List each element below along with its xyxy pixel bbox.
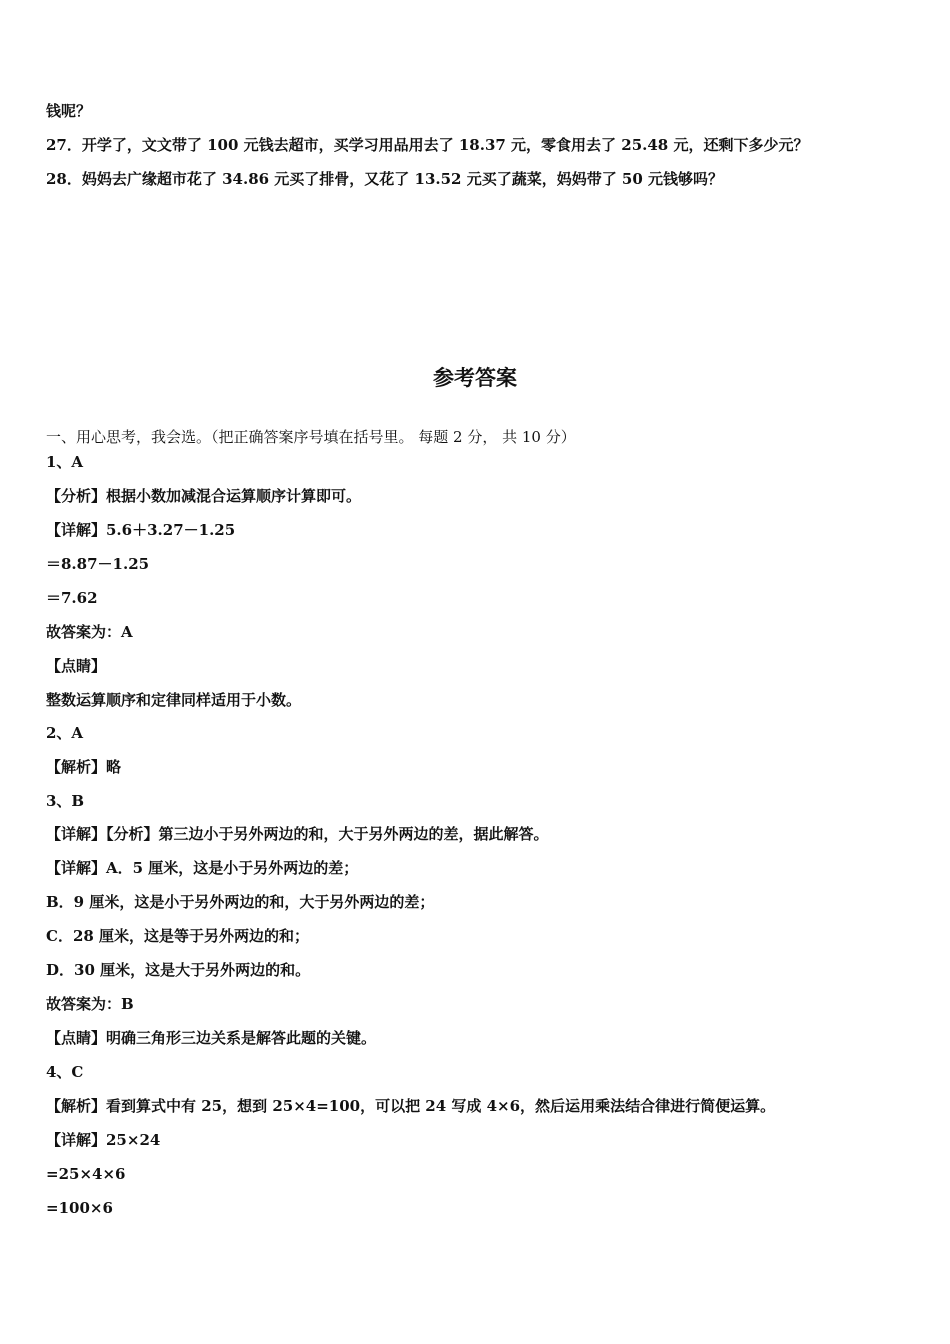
answer-line: =25×4×6 <box>46 1165 126 1183</box>
answers-title: 参考答案 <box>433 366 517 390</box>
answer-line: 1、A <box>46 453 84 471</box>
answer-line: ＝8.87－1.25 <box>46 555 150 573</box>
answer-line: 2、A <box>46 724 84 742</box>
answer-line: C．28 厘米，这是等于另外两边的和； <box>46 927 310 945</box>
question-26-continuation: 钱呢？ <box>46 102 92 120</box>
answer-line: D．30 厘米，这是大于另外两边的和。 <box>46 961 311 979</box>
answer-line: 【解析】看到算式中有 25，想到 25×4=100，可以把 24 写成 4×6，然后运用乘法结合律进行简便运算。 <box>46 1097 776 1115</box>
question-28: 28．妈妈去广缘超市花了 34.86 元买了排骨，又花了 13.52 元买了蔬菜，妈妈带了 50 元钱够吗？ <box>46 170 724 188</box>
answer-line: 【详解】25×24 <box>46 1131 161 1149</box>
answer-line: 故答案为：B <box>46 995 134 1013</box>
section-heading: 一、用心思考，我会选。（把正确答案序号填在括号里。 每题 2 分， 共 10 分） <box>46 428 576 446</box>
answer-line: 【点睛】明确三角形三边关系是解答此题的关键。 <box>46 1029 377 1047</box>
answer-line: 故答案为：A <box>46 623 133 641</box>
answer-line: 【解析】略 <box>46 758 122 776</box>
question-27: 27．开学了，文文带了 100 元钱去超市，买学习用品用去了 18.37 元，零食用去了 25.48 元，还剩下多少元？ <box>46 136 809 154</box>
answer-line: 整数运算顺序和定律同样适用于小数。 <box>46 691 302 709</box>
answer-line: 【详解】5.6＋3.27－1.25 <box>46 521 236 539</box>
answer-line: 4、C <box>46 1063 84 1081</box>
answer-line: ＝7.62 <box>46 589 98 607</box>
answer-line: =100×6 <box>46 1199 113 1217</box>
answer-line: 【详解】【分析】第三边小于另外两边的和，大于另外两边的差，据此解答。 <box>46 825 549 843</box>
answer-line: B．9 厘米，这是小于另外两边的和，大于另外两边的差； <box>46 893 435 911</box>
answer-line: 【详解】A．5 厘米，这是小于另外两边的差； <box>46 859 359 877</box>
answer-line: 3、B <box>46 792 85 810</box>
answer-line: 【分析】根据小数加减混合运算顺序计算即可。 <box>46 487 362 505</box>
answer-line: 【点睛】 <box>46 657 107 675</box>
